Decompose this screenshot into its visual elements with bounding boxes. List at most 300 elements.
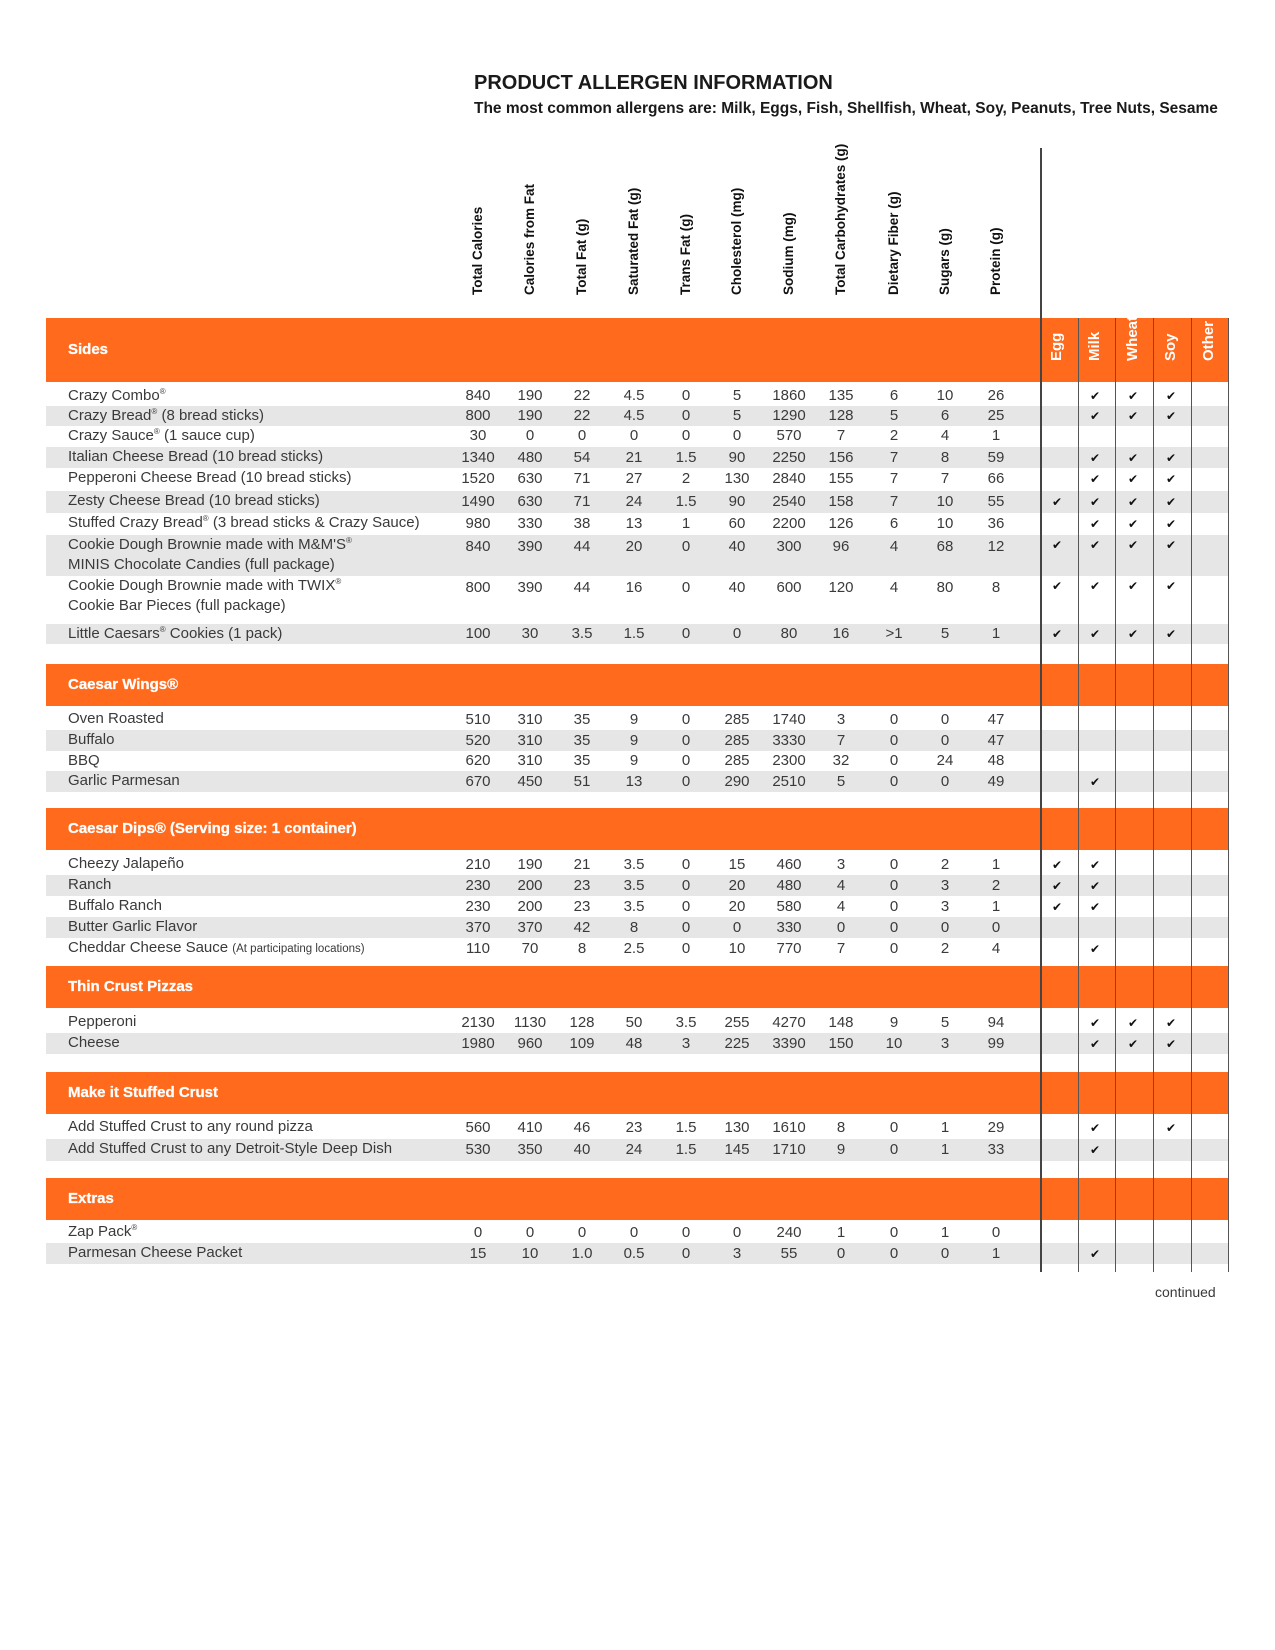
nutrition-value: 29 <box>987 1119 1005 1136</box>
nutrition-value: 3 <box>940 1034 950 1052</box>
nutrition-value: 38 <box>573 515 591 532</box>
nutrition-value: 70 <box>521 939 539 957</box>
section-header <box>46 966 1228 1008</box>
nutrition-value: 370 <box>465 918 491 936</box>
nutrition-value: 15 <box>728 855 746 873</box>
nutrition-value: 49 <box>987 772 1005 790</box>
nutrition-value: 3 <box>940 876 950 894</box>
item-name-suffix: Cookies (1 pack) <box>165 625 283 642</box>
item-name <box>68 1033 120 1053</box>
nutrition-value: 55 <box>780 1244 798 1262</box>
nutrition-value: 7 <box>836 731 846 749</box>
nutrition-value: 4270 <box>772 1013 806 1031</box>
nutrition-value: 2 <box>940 939 950 957</box>
allergen-check-icon: ✔ <box>1165 389 1177 403</box>
registered-mark: ® <box>131 1223 138 1232</box>
item-name <box>68 386 166 406</box>
nutrition-value: 10 <box>936 387 954 404</box>
nutrition-value: 2 <box>681 469 691 487</box>
allergen-check-icon: ✔ <box>1165 579 1177 593</box>
nutrition-value: 44 <box>573 538 591 555</box>
allergen-check-icon: ✔ <box>1127 579 1139 593</box>
nutrition-value: 4 <box>889 579 899 596</box>
item-name <box>68 468 352 488</box>
item-name-text: Cookie Dough Brownie made with TWIX <box>68 577 336 594</box>
nutrition-value: 770 <box>776 939 802 957</box>
nutrition-value: 90 <box>728 448 746 466</box>
nutrition-value: 22 <box>573 387 591 404</box>
section-header <box>46 664 1228 706</box>
nutrition-value: 3 <box>836 710 846 728</box>
item-name <box>68 1117 313 1137</box>
table-row <box>46 771 1228 792</box>
nutrition-value: 0 <box>473 1223 483 1241</box>
nutrition-value: 190 <box>517 387 543 404</box>
nutrition-value: 80 <box>780 625 798 642</box>
nutrition-value: 4.5 <box>623 387 645 404</box>
table-row <box>46 447 1228 468</box>
allergen-check-icon: ✔ <box>1089 471 1101 486</box>
nutrition-value: 145 <box>724 1141 750 1158</box>
nutrition-value: 3 <box>681 1034 691 1052</box>
nutrition-value: 0 <box>681 538 691 555</box>
allergen-check-icon: ✔ <box>1089 1121 1101 1135</box>
nutrition-value: 560 <box>465 1119 491 1136</box>
allergen-check-icon: ✔ <box>1089 579 1101 593</box>
nutrition-value: 3.5 <box>623 897 645 915</box>
nutrition-value: 23 <box>573 897 591 915</box>
item-name <box>68 576 341 616</box>
item-name-text: Cheezy Jalapeño <box>68 855 184 872</box>
nutrition-value: 0 <box>889 897 899 915</box>
nutrition-value: 2 <box>889 427 899 444</box>
table-row <box>46 896 1228 917</box>
item-name <box>68 917 197 937</box>
nutrition-value: 330 <box>776 918 802 936</box>
nutrition-value: 0 <box>681 752 691 769</box>
table-row <box>46 730 1228 751</box>
allergen-check-icon: ✔ <box>1127 1036 1139 1051</box>
item-name <box>68 1222 137 1242</box>
table-row <box>46 1139 1228 1161</box>
nutrition-value: 1610 <box>772 1119 806 1136</box>
nutrition-value: 130 <box>724 469 750 487</box>
page-title: PRODUCT ALLERGEN INFORMATION <box>474 72 833 94</box>
allergen-check-icon: ✔ <box>1089 1015 1101 1030</box>
table-row <box>46 491 1228 513</box>
nutrition-value: 1130 <box>513 1013 547 1031</box>
nutrition-value: 600 <box>776 579 802 596</box>
nutrition-value: 2840 <box>772 469 806 487</box>
nutrition-value: 0 <box>681 387 691 404</box>
item-name-text: Pepperoni Cheese Bread (10 bread sticks) <box>68 469 352 486</box>
nutrition-value: 2510 <box>772 772 806 790</box>
nutrition-value: 0 <box>681 1244 691 1262</box>
nutrition-value: 1340 <box>461 448 495 466</box>
nutrition-value: 2 <box>991 876 1001 894</box>
nutrition-value: 0 <box>681 876 691 894</box>
nutrition-value: 23 <box>625 1119 643 1136</box>
nutrition-value: 7 <box>889 493 899 510</box>
nutrition-value: 0 <box>889 855 899 873</box>
allergen-column-label: Milk <box>1086 331 1103 361</box>
nutrition-value: 90 <box>728 493 746 510</box>
nutrition-value: 8 <box>577 939 587 957</box>
nutrition-value: 5 <box>732 387 742 404</box>
nutrition-value: 20 <box>728 897 746 915</box>
nutrition-value: 22 <box>573 407 591 424</box>
nutrition-value: 390 <box>517 538 543 555</box>
nutrition-value: 9 <box>836 1141 846 1158</box>
nutrition-value: 3.5 <box>675 1013 697 1031</box>
nutrition-value: 2200 <box>772 515 806 532</box>
nutrition-value: 1 <box>836 1223 846 1241</box>
nutrition-value: 40 <box>728 538 746 555</box>
item-name <box>68 875 111 895</box>
item-name-suffix: (1 sauce cup) <box>159 427 255 444</box>
allergen-check-icon: ✔ <box>1089 899 1101 914</box>
nutrition-value: 7 <box>836 939 846 957</box>
column-header-label: Calories from Fat <box>522 183 537 295</box>
allergen-check-icon: ✔ <box>1051 857 1063 872</box>
nutrition-value: 1860 <box>772 387 806 404</box>
nutrition-value: 630 <box>517 469 543 487</box>
nutrition-value: 4 <box>940 427 950 444</box>
allergen-check-icon: ✔ <box>1127 627 1139 641</box>
nutrition-value: 0 <box>889 752 899 769</box>
item-name-note: (At participating locations) <box>232 943 365 955</box>
item-name <box>68 709 164 729</box>
nutrition-value: 156 <box>828 448 854 466</box>
allergen-check-icon: ✔ <box>1127 495 1139 509</box>
nutrition-value: 1520 <box>461 469 495 487</box>
nutrition-value: 32 <box>832 752 850 769</box>
item-name <box>68 730 114 750</box>
allergen-check-icon: ✔ <box>1165 409 1177 423</box>
nutrition-value: 158 <box>828 493 854 510</box>
column-divider <box>1078 318 1079 1272</box>
nutrition-value: 800 <box>465 579 491 596</box>
item-name-text: Crazy Sauce <box>68 427 154 444</box>
section-header <box>46 1072 1228 1114</box>
nutrition-value: 4 <box>836 897 846 915</box>
nutrition-value: 59 <box>987 448 1005 466</box>
nutrition-value: 840 <box>465 538 491 555</box>
section-title: Caesar Wings® <box>68 676 179 693</box>
nutrition-value: 0 <box>889 876 899 894</box>
nutrition-value: 1 <box>991 1244 1001 1262</box>
nutrition-value: 0 <box>681 939 691 957</box>
nutrition-value: 285 <box>724 710 750 728</box>
nutrition-value: 960 <box>517 1034 543 1052</box>
nutrition-value: 9 <box>629 731 639 749</box>
nutrition-value: 0 <box>836 918 846 936</box>
nutrition-value: 10 <box>521 1244 539 1262</box>
nutrition-value: 0 <box>732 427 742 444</box>
nutrition-value: 7 <box>836 427 846 444</box>
allergen-check-icon: ✔ <box>1089 495 1101 509</box>
nutrition-value: 480 <box>517 448 543 466</box>
section-header <box>46 1178 1228 1220</box>
nutrition-value: 255 <box>724 1013 750 1031</box>
nutrition-value: 285 <box>724 752 750 769</box>
nutrition-value: 230 <box>465 876 491 894</box>
column-header-label: Total Fat (g) <box>574 218 589 295</box>
nutrition-value: 1 <box>940 1223 950 1241</box>
nutrition-value: 225 <box>724 1034 750 1052</box>
item-name-suffix: (3 bread sticks & Crazy Sauce) <box>208 514 420 531</box>
nutrition-value: 620 <box>465 752 491 769</box>
allergen-column-label: Egg <box>1048 332 1065 361</box>
nutrition-value: 100 <box>465 625 491 642</box>
nutrition-value: 0 <box>681 772 691 790</box>
allergen-check-icon: ✔ <box>1089 941 1101 956</box>
allergen-check-icon: ✔ <box>1089 517 1101 531</box>
nutrition-value: 33 <box>987 1141 1005 1158</box>
nutrition-value: 0 <box>681 625 691 642</box>
nutrition-value: 580 <box>776 897 802 915</box>
nutrition-value: 200 <box>517 876 543 894</box>
nutrition-value: 410 <box>517 1119 543 1136</box>
nutrition-value: 2 <box>940 855 950 873</box>
nutrition-value: 35 <box>573 752 591 769</box>
allergen-check-icon: ✔ <box>1051 627 1063 641</box>
nutrition-value: 0 <box>681 918 691 936</box>
item-name-text: Stuffed Crazy Bread <box>68 514 203 531</box>
item-name <box>68 426 255 446</box>
nutrition-value: 0 <box>836 1244 846 1262</box>
column-header-label: Sodium (mg) <box>781 212 796 295</box>
nutrition-value: 4 <box>889 538 899 555</box>
nutrition-value: 370 <box>517 918 543 936</box>
nutrition-value: 3.5 <box>623 876 645 894</box>
nutrition-value: 20 <box>728 876 746 894</box>
nutrition-value: 4 <box>836 876 846 894</box>
nutrition-value: 30 <box>469 427 487 444</box>
nutrition-value: 0 <box>681 1223 691 1241</box>
nutrition-value: 670 <box>465 772 491 790</box>
nutrition-value: 2300 <box>772 752 806 769</box>
nutrition-value: 5 <box>940 625 950 642</box>
nutrition-value: 3.5 <box>623 855 645 873</box>
allergen-column-label: Soy <box>1162 333 1179 361</box>
nutrition-value: 126 <box>828 515 854 532</box>
registered-mark: ® <box>202 514 209 523</box>
nutrition-value: 3390 <box>772 1034 806 1052</box>
nutrition-value: 10 <box>885 1034 903 1052</box>
nutrition-value: 0 <box>889 772 899 790</box>
nutrition-value: 0 <box>889 939 899 957</box>
nutrition-value: 1.5 <box>675 1119 697 1136</box>
nutrition-value: 16 <box>832 625 850 642</box>
item-name-text: Add Stuffed Crust to any Detroit-Style Deep Dish <box>68 1140 393 1157</box>
item-name-text: Zesty Cheese Bread (10 bread sticks) <box>68 492 320 509</box>
nutrition-value: 55 <box>987 493 1005 510</box>
nutrition-value: 1.5 <box>675 448 697 466</box>
allergen-check-icon: ✔ <box>1051 579 1063 593</box>
nutrition-value: 0 <box>629 1223 639 1241</box>
nutrition-value: 6 <box>889 515 899 532</box>
nutrition-value: 0 <box>991 918 1001 936</box>
item-name-text: Cheese <box>68 1034 120 1051</box>
column-divider <box>1040 148 1042 1272</box>
nutrition-value: 148 <box>828 1013 854 1031</box>
nutrition-value: 3 <box>940 897 950 915</box>
nutrition-value: 50 <box>625 1013 643 1031</box>
allergen-check-icon: ✔ <box>1127 1015 1139 1030</box>
table-row <box>46 751 1228 771</box>
nutrition-value: 155 <box>828 469 854 487</box>
nutrition-value: 0 <box>940 1244 950 1262</box>
nutrition-value: 130 <box>724 1119 750 1136</box>
allergen-check-icon: ✔ <box>1165 1121 1177 1135</box>
nutrition-value: 4.5 <box>623 407 645 424</box>
nutrition-value: 10 <box>936 515 954 532</box>
nutrition-value: 7 <box>940 469 950 487</box>
nutrition-value: 390 <box>517 579 543 596</box>
nutrition-value: 13 <box>625 515 643 532</box>
nutrition-value: 0 <box>681 579 691 596</box>
nutrition-value: 0 <box>681 407 691 424</box>
column-divider <box>1191 318 1192 1272</box>
nutrition-value: 1 <box>940 1119 950 1136</box>
item-name-text: Italian Cheese Bread (10 bread sticks) <box>68 448 324 465</box>
item-name-text: Buffalo <box>68 731 115 748</box>
nutrition-value: 68 <box>936 538 954 555</box>
allergen-check-icon: ✔ <box>1089 1246 1101 1261</box>
nutrition-value: 36 <box>987 515 1005 532</box>
table-row <box>46 1117 1228 1139</box>
nutrition-value: 120 <box>828 579 854 596</box>
nutrition-value: 0 <box>940 731 950 749</box>
nutrition-value: 80 <box>936 579 954 596</box>
nutrition-value: 0 <box>681 710 691 728</box>
item-name-suffix: (8 bread sticks) <box>157 407 264 424</box>
nutrition-value: 310 <box>517 710 543 728</box>
column-header-label: Protein (g) <box>988 227 1003 295</box>
nutrition-value: 54 <box>573 448 591 466</box>
nutrition-value: 1 <box>991 427 1001 444</box>
allergen-check-icon: ✔ <box>1051 878 1063 893</box>
allergen-check-icon: ✔ <box>1165 471 1177 486</box>
item-name <box>68 535 352 575</box>
column-divider <box>1228 318 1229 1272</box>
nutrition-value: 40 <box>728 579 746 596</box>
nutrition-value: 0 <box>732 918 742 936</box>
item-name <box>68 896 162 916</box>
allergen-check-icon: ✔ <box>1089 857 1101 872</box>
nutrition-value: 0 <box>889 710 899 728</box>
nutrition-value: 285 <box>724 731 750 749</box>
item-name-text: Parmesan Cheese Packet <box>68 1244 243 1261</box>
nutrition-value: 128 <box>569 1013 595 1031</box>
nutrition-value: 8 <box>991 579 1001 596</box>
registered-mark: ® <box>151 407 158 416</box>
nutrition-value: 10 <box>728 939 746 957</box>
allergen-check-icon: ✔ <box>1165 1015 1177 1030</box>
column-header-label: Sugars (g) <box>937 228 952 295</box>
nutrition-value: 210 <box>465 855 491 873</box>
nutrition-value: 5 <box>836 772 846 790</box>
section-title: Extras <box>68 1190 114 1207</box>
nutrition-value: 0 <box>991 1223 1001 1241</box>
table-row <box>46 709 1228 730</box>
nutrition-value: 35 <box>573 731 591 749</box>
item-name <box>68 1139 392 1159</box>
nutrition-value: 109 <box>569 1034 595 1052</box>
nutrition-value: 2130 <box>461 1013 495 1031</box>
nutrition-value: 980 <box>465 515 491 532</box>
nutrition-value: 35 <box>573 710 591 728</box>
nutrition-value: 0 <box>525 1223 535 1241</box>
nutrition-value: 71 <box>573 493 591 510</box>
nutrition-value: 47 <box>987 710 1005 728</box>
nutrition-value: 5 <box>732 407 742 424</box>
item-name <box>68 1012 136 1032</box>
allergen-check-icon: ✔ <box>1089 389 1101 403</box>
nutrition-value: 94 <box>987 1013 1005 1031</box>
nutrition-value: 1 <box>991 855 1001 873</box>
nutrition-value: 5 <box>940 1013 950 1031</box>
nutrition-value: 24 <box>625 1141 643 1158</box>
nutrition-value: 7 <box>889 448 899 466</box>
allergen-check-icon: ✔ <box>1127 389 1139 403</box>
nutrition-value: 450 <box>517 772 543 790</box>
nutrition-value: 25 <box>987 407 1005 424</box>
nutrition-value: 8 <box>629 918 639 936</box>
registered-mark: ® <box>335 577 342 586</box>
nutrition-value: 1710 <box>772 1141 806 1158</box>
nutrition-value: 20 <box>625 538 643 555</box>
nutrition-value: 110 <box>466 939 490 957</box>
allergen-check-icon: ✔ <box>1089 1143 1101 1157</box>
table-row <box>46 468 1228 489</box>
nutrition-value: 350 <box>517 1141 543 1158</box>
item-name-text: Zap Pack <box>68 1223 132 1240</box>
nutrition-value: 99 <box>987 1034 1005 1052</box>
nutrition-value: 1.0 <box>571 1244 593 1262</box>
allergen-check-icon: ✔ <box>1165 495 1177 509</box>
nutrition-value: 6 <box>940 407 950 424</box>
nutrition-value: 2540 <box>772 493 806 510</box>
item-name-text: Crazy Combo <box>68 387 160 404</box>
allergen-check-icon: ✔ <box>1127 409 1139 423</box>
nutrition-value: 800 <box>465 407 491 424</box>
continued-label: continued <box>1155 1284 1216 1300</box>
table-row <box>46 1012 1228 1033</box>
nutrition-value: 60 <box>728 515 746 532</box>
item-name-text: BBQ <box>68 752 100 769</box>
item-name-line2: Cookie Bar Pieces (full package) <box>68 597 286 614</box>
registered-mark: ® <box>159 625 166 634</box>
nutrition-value: 0 <box>681 855 691 873</box>
allergen-check-icon: ✔ <box>1165 450 1177 465</box>
item-name <box>68 1243 242 1263</box>
section-title: Thin Crust Pizzas <box>68 978 194 995</box>
column-divider <box>1115 318 1116 1272</box>
nutrition-value: 1 <box>991 897 1001 915</box>
allergen-check-icon: ✔ <box>1089 774 1101 789</box>
allergen-check-icon: ✔ <box>1165 627 1177 641</box>
nutrition-value: 3 <box>836 855 846 873</box>
nutrition-value: 1290 <box>772 407 806 424</box>
nutrition-value: 1.5 <box>675 1141 697 1158</box>
allergen-check-icon: ✔ <box>1165 1036 1177 1051</box>
nutrition-value: 1 <box>940 1141 950 1158</box>
nutrition-value: 530 <box>465 1141 491 1158</box>
nutrition-value: 21 <box>573 855 591 873</box>
nutrition-value: 4 <box>991 939 1001 957</box>
